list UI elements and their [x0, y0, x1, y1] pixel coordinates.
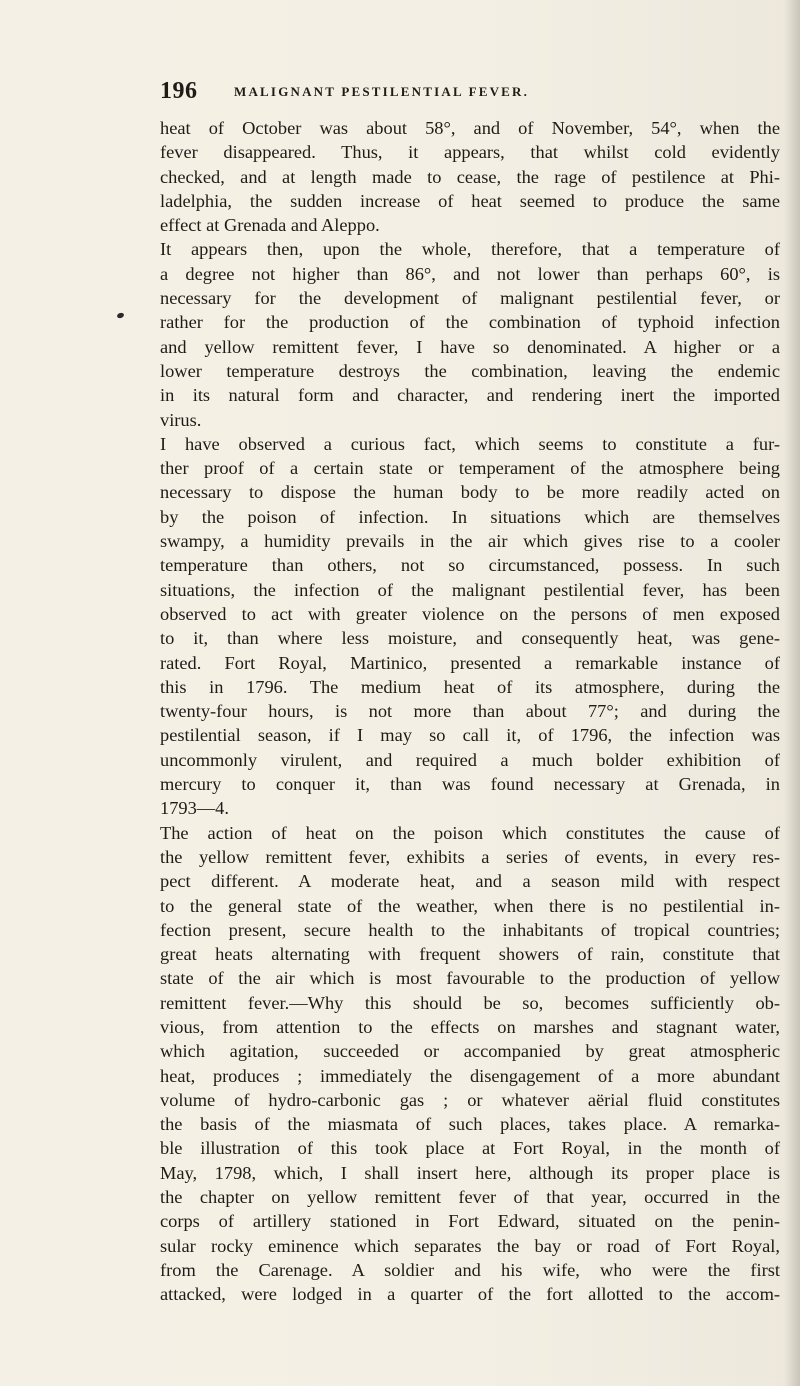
text-line: a degree not higher than 86°, and not lower than perhaps 60°, is — [160, 263, 780, 284]
text-line: sular rocky eminence which separates the bay or road of Fort Royal, — [160, 1235, 780, 1256]
text-line: which agitation, succeeded or accompanied by great atmospheric — [160, 1041, 780, 1062]
text-line: state of the air which is most favourable to the production of yellow — [160, 968, 780, 989]
text-line: checked, and at length made to cease, the rage of pestilence at Phi- — [160, 166, 780, 187]
text-line: heat, produces ; immediately the disengagement of a more abundant — [160, 1065, 780, 1086]
text-line: to it, than where less moisture, and consequently heat, was gene- — [160, 628, 780, 649]
text-line: vious, from attention to the effects on marshes and stagnant water, — [160, 1016, 780, 1037]
text-line: corps of artillery stationed in Fort Edward, situated on the penin- — [160, 1211, 780, 1232]
text-line: the chapter on yellow remittent fever of that year, occurred in the — [160, 1187, 780, 1208]
text-line: virus. — [160, 409, 202, 430]
text-line: swampy, a humidity prevails in the air which gives rise to a cooler — [160, 531, 780, 552]
text-line: effect at Grenada and Aleppo. — [160, 215, 380, 236]
text-line: ther proof of a certain state or temperament of the atmosphere being — [160, 458, 780, 479]
text-line: twenty-four hours, is not more than about 77°; and during the — [160, 701, 780, 722]
text-line: ble illustration of this took place at Fort Royal, in the month of — [160, 1138, 780, 1159]
text-line: I have observed a curious fact, which seems to constitute a fur- — [160, 433, 780, 454]
text-line: uncommonly virulent, and required a much bolder exhibition of — [160, 749, 780, 770]
running-head: MALIGNANT PESTILENTIAL FEVER. — [234, 84, 530, 99]
text-line: by the poison of infection. In situations which are themselves — [160, 506, 780, 527]
text-line: temperature than others, not so circumstanced, possess. In such — [160, 555, 780, 576]
text-line: the yellow remittent fever, exhibits a series of events, in every res- — [160, 846, 780, 867]
text-line: The action of heat on the poison which constitutes the cause of — [160, 822, 780, 843]
margin-ink-mark — [116, 312, 124, 319]
page-edge-shadow — [784, 0, 800, 1386]
text-line: to the general state of the weather, when there is no pestilential in- — [160, 895, 780, 916]
text-line: ladelphia, the sudden increase of heat seemed to produce the same — [160, 190, 780, 211]
text-line: pestilential season, if I may so call it, of 1796, the infection was — [160, 725, 780, 746]
text-line: the basis of the miasmata of such places, takes place. A remarka- — [160, 1114, 780, 1135]
text-line: heat of October was about 58°, and of November, 54°, when the — [160, 118, 780, 138]
text-line: pect different. A moderate heat, and a season mild with respect — [160, 871, 780, 892]
page-number: 196 — [160, 78, 198, 104]
text-line: this in 1796. The medium heat of its atmosphere, during the — [160, 676, 780, 697]
paragraph — [160, 821, 780, 1307]
text-line: May, 1798, which, I shall insert here, although its proper place is — [160, 1162, 780, 1183]
paragraph — [160, 432, 780, 821]
text-line: It appears then, upon the whole, therefore, that a temperature of — [160, 239, 780, 260]
text-line: fever disappeared. Thus, it appears, that whilst cold evidently — [160, 142, 780, 163]
text-line: lower temperature destroys the combination, leaving the endemic — [160, 360, 780, 381]
text-line: great heats alternating with frequent showers of rain, constitute that — [160, 944, 780, 965]
page-header — [160, 78, 780, 108]
paragraph — [160, 116, 780, 237]
text-line: 1793—4. — [160, 798, 229, 819]
paragraph — [160, 237, 780, 431]
text-line: and yellow remittent fever, I have so denominated. A higher or a — [160, 336, 780, 357]
text-line: situations, the infection of the malignant pestilential fever, has been — [160, 579, 780, 600]
text-line: from the Carenage. A soldier and his wife, who were the first — [160, 1259, 780, 1280]
text-line: necessary to dispose the human body to be more readily acted on — [160, 482, 780, 503]
text-line: rather for the production of the combination of typhoid infection — [160, 312, 780, 333]
text-line: rated. Fort Royal, Martinico, presented a remarkable instance of — [160, 652, 780, 673]
text-line: remittent fever.—Why this should be so, becomes sufficiently ob- — [160, 992, 780, 1013]
text-line: fection present, secure health to the inhabitants of tropical countries; — [160, 919, 780, 940]
text-line: in its natural form and character, and rendering inert the imported — [160, 385, 780, 406]
text-line: necessary for the development of malignant pestilential fever, or — [160, 288, 780, 309]
text-line: attacked, were lodged in a quarter of the fort allotted to the accom- — [160, 1284, 780, 1305]
text-line: mercury to conquer it, than was found necessary at Grenada, in — [160, 774, 780, 795]
text-line: volume of hydro-carbonic gas ; or whatever aërial fluid constitutes — [160, 1089, 780, 1110]
body-text — [160, 116, 780, 1307]
text-line: observed to act with greater violence on the persons of men exposed — [160, 603, 780, 624]
